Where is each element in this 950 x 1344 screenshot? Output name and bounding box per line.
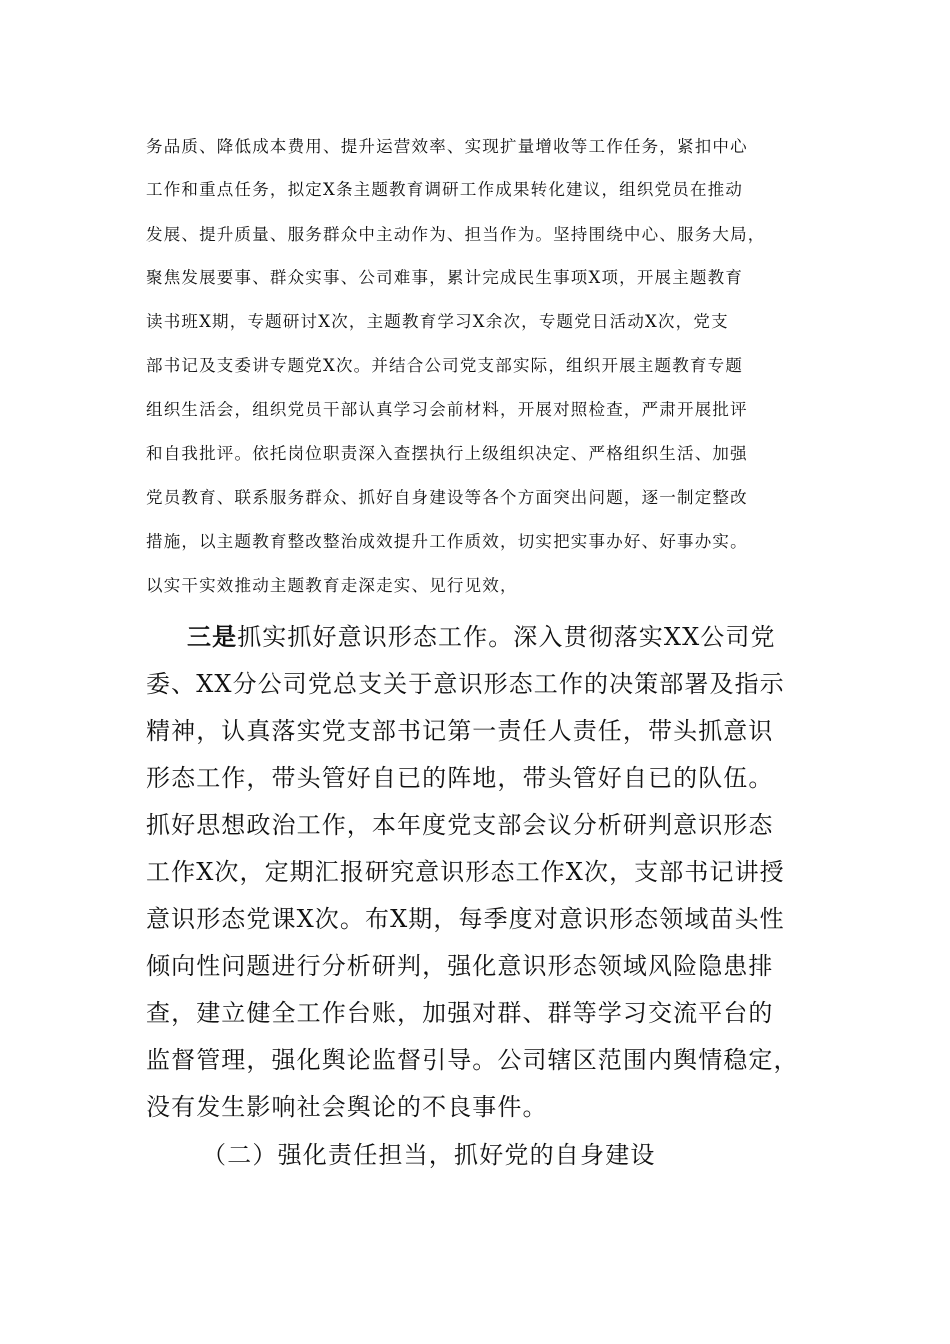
text-line: 部书记及支委讲专题党X次。并结合公司党支部实际，组织开展主题教育专题 [146,356,744,375]
text-line: 抓好思想政治工作，本年度党支部会议分析研判意识形态 [146,811,774,839]
text-line: 倾向性问题进行分析研判，强化意识形态领域风险隐患排 [146,952,774,980]
text-line: 形态工作，带头管好自已的阵地，带头管好自已的队伍。 [146,764,774,792]
text-line: 组织生活会，组织党员干部认真学习会前材料，开展对照检查，严肃开展批评 [146,400,748,419]
text-line: 工作X次，定期汇报研究意识形态工作X次，支部书记讲授 [146,858,785,886]
section-heading: （二）强化责任担当，抓好党的自身建设 [202,1141,656,1169]
text-line: 查，建立健全工作台账，加强对群、群等学习交流平台的 [146,999,774,1027]
text-line: 监督管理，强化舆论监督引导。公司辖区范围内舆情稳定， [146,1046,799,1074]
text-line: 发展、提升质量、服务群众中主动作为、担当作为。坚持围绕中心、服务大局， [146,225,766,244]
text-line: 意识形态党课X次。布X期，每季度对意识形态领域苗头性 [146,905,785,933]
text-line: 和自我批评。依托岗位职责深入查摆执行上级组织决定、严格组织生活、加强 [146,444,748,463]
text-line-first [187,622,887,652]
text-line: 务品质、降低成本费用、提升运营效率、实现扩量增收等工作任务，紧扣中心 [146,137,748,156]
text-line: 没有发生影响社会舆论的不良事件。 [146,1093,548,1121]
text-line: 措施，以主题教育整改整治成效提升工作质效，切实把实事办好、好事办实。 [146,532,748,551]
text-line: 读书班X期，专题研讨X次，主题教育学习X余次，专题党日活动X次，党支 [146,312,729,331]
text-line: 精神，认真落实党支部书记第一责任人责任，带头抓意识 [146,717,774,745]
text-line: 党员教育、联系服务群众、抓好自身建设等各个方面突出问题，逐一制定整改 [146,488,748,507]
text-line: 以实干实效推动主题教育走深走实、见行见效， [146,576,518,595]
paragraph-lead: 三是 [187,622,238,651]
text-line-first-rest: 抓实抓好意识形态工作。深入贯彻落实XX公司党 [237,623,776,651]
text-line: 委、XX分公司党总支关于意识形态工作的决策部署及指示 [146,670,785,698]
text-line: 聚焦发展要事、群众实事、公司难事，累计完成民生事项X项，开展主题教育 [146,268,744,287]
text-line: 工作和重点任务，拟定X条主题教育调研工作成果转化建议，组织党员在推动 [146,180,744,199]
